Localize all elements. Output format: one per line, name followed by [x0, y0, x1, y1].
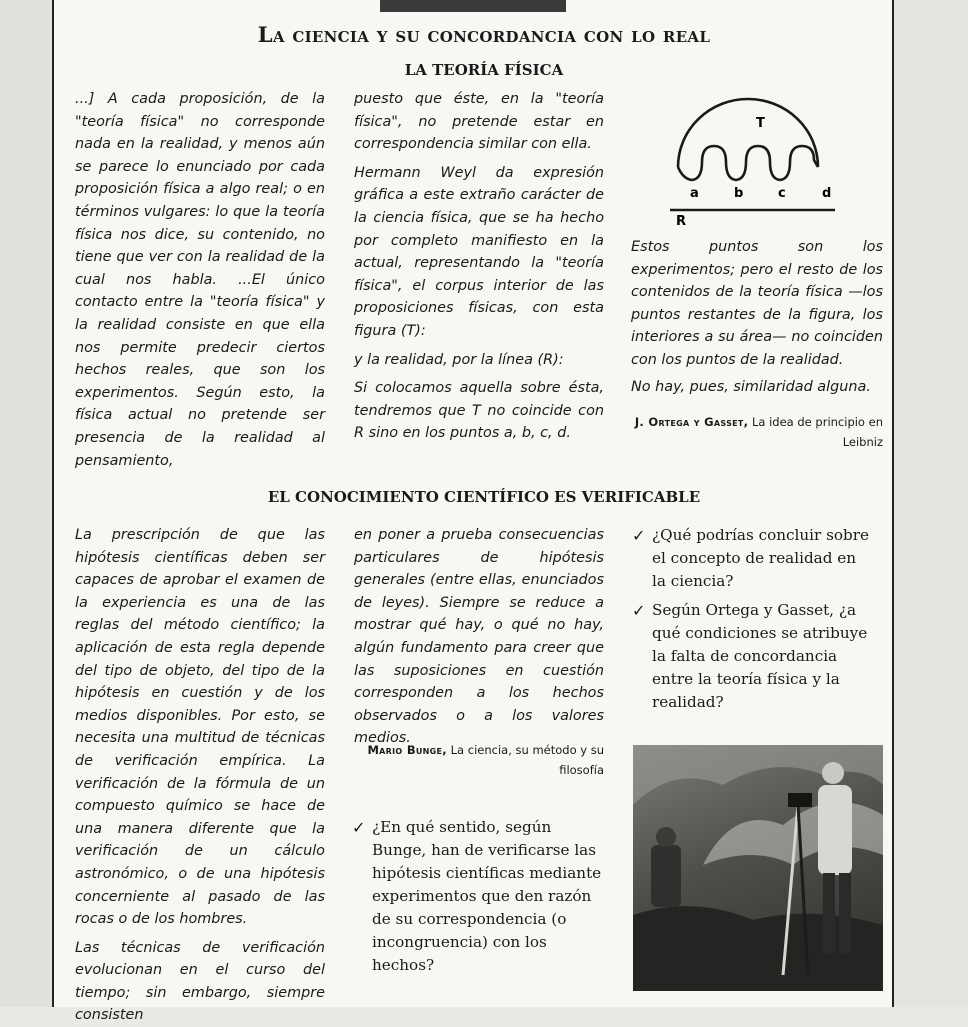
theory-dome-arc: [678, 99, 818, 167]
figure-point-c: c: [778, 186, 786, 201]
reading1-column2: [354, 88, 604, 445]
page-title: La ciencia y su concordancia con lo real: [257, 22, 711, 47]
reading1-cite-author: J. Ortega y Gasset,: [634, 415, 749, 429]
figure-point-a: a: [690, 186, 699, 201]
scientist-field-photo: [633, 745, 883, 991]
figure-label-t: T: [756, 116, 765, 131]
reading2-cite-author: Mario Bunge,: [367, 743, 447, 757]
reading2-col2-p1: en poner a prueba consecuencias particulares de hipótesis generales (entre ellas, enunciados de leyes). Siempre se reduce a mostrar qué hay, o qué no hay, algún fundamento para creer que las suposiciones en cuestión corresponden a los hechos observados o a los valores medios.: [354, 527, 604, 747]
reading2-col1-p2: Las técnicas de verificación evolucionan en el curso del tiempo; sin embargo, siempre consisten: [75, 939, 325, 1024]
reading2-cite-work: La ciencia, su método y su filosofía: [450, 743, 604, 777]
reading2-col1-p1: La prescripción de que las hipótesis científicas deben ser capaces de aprobar el examen de la experiencia es una de las reglas del método científico; la aplicación de esta regla depende del tipo de objeto, del tipo de la hipótesis en cuestión y de los medios disponibles. Por esto, se necesita una multitud de técnicas de verificación empírica. La verificación de la fórmula de un compuesto químico se hace de una manera diferente que la verificación de un cálculo astronómico, o de una hipótesis concerniente al pasado de las rocas o de los hombres.: [75, 527, 325, 928]
question-2-text: Según Ortega y Gasset, ¿a qué condiciones se atribuye la falta de concordancia entre la teoría física y la realidad?: [652, 601, 868, 711]
reading1-column1: [75, 88, 325, 472]
question-3-text: ¿En qué sentido, según Bunge, han de verificarse las hipótesis científicas mediante experimentos que den razón de su correspondencia (o incongruencia) con los hechos?: [372, 818, 602, 974]
section-heading-verificable: EL CONOCIMIENTO CIENTÍFICO ES VERIFICABLE: [267, 488, 701, 506]
photo-illustration: [633, 745, 883, 991]
reading1-cite-work: La idea de principio en Leibniz: [752, 415, 883, 449]
reading1-col3-p2: No hay, pues, similaridad alguna.: [631, 378, 871, 395]
check-mark-icon: ✓: [352, 818, 366, 837]
reading2-column2: [354, 524, 604, 750]
reading1-citation: [631, 412, 883, 452]
reading1-col2-p3: y la realidad, por la línea (R):: [354, 351, 564, 368]
question-1-text: ¿Qué podrías concluir sobre el concepto de realidad en la ciencia?: [652, 526, 870, 590]
question-3: [352, 816, 604, 977]
reading2-column1: [75, 524, 325, 1027]
figure-point-d: d: [822, 186, 832, 201]
question-1: [632, 524, 872, 593]
reading1-col2-p2: Hermann Weyl da expresión gráfica a este extraño carácter de la ciencia física, que se ha hecho por completo manifiesto en la actual, representando la "teoría física", el corpus interior de las proposiciones físicas, con esta figura (T):: [354, 164, 604, 339]
reading2-citation: [354, 740, 604, 780]
reading1-column3: [631, 236, 883, 398]
reading1-col2-p4: Si colocamos aquella sobre ésta, tendremos que T no coincide con R sino en los puntos a, b, c, d.: [354, 380, 604, 442]
theory-wave-boundary: [678, 146, 818, 180]
question-2: [632, 599, 878, 714]
reading1-col2-p1: puesto que éste, en la "teoría física", no pretende estar en correspondencia similar con ella.: [354, 91, 604, 153]
reading1-col3-p1: Estos puntos son los experimentos; pero el resto de los contenidos de la teoría física —los puntos restantes de la figura, los interiores a su área— no coinciden con los puntos de la realidad.: [631, 239, 883, 368]
weyl-figure: [630, 82, 840, 234]
section-heading-teoria-fisica: LA TEORÍA FÍSICA: [404, 61, 564, 79]
check-mark-icon: ✓: [632, 526, 646, 545]
reading1-col1-text: ...] A cada proposición, de la "teoría física" no corresponde nada en la realidad, y menos aún se parece lo enunciado por cada proposición física a algo real; o en términos vulgares: lo que la teoría física nos dice, su contenido, no tiene que ver con la realidad de la cual nos habla. ...El único contacto entre la "teoría física" y la realidad consiste en que ella nos permite predecir ciertos hechos reales, que son los experimentos. Según esto, la física actual no pretende ser presencia de la realidad al pensamiento,: [75, 91, 325, 469]
figure-label-r: R: [676, 214, 687, 229]
top-banner: [380, 0, 566, 12]
check-mark-icon: ✓: [632, 601, 646, 620]
figure-point-b: b: [734, 186, 744, 201]
